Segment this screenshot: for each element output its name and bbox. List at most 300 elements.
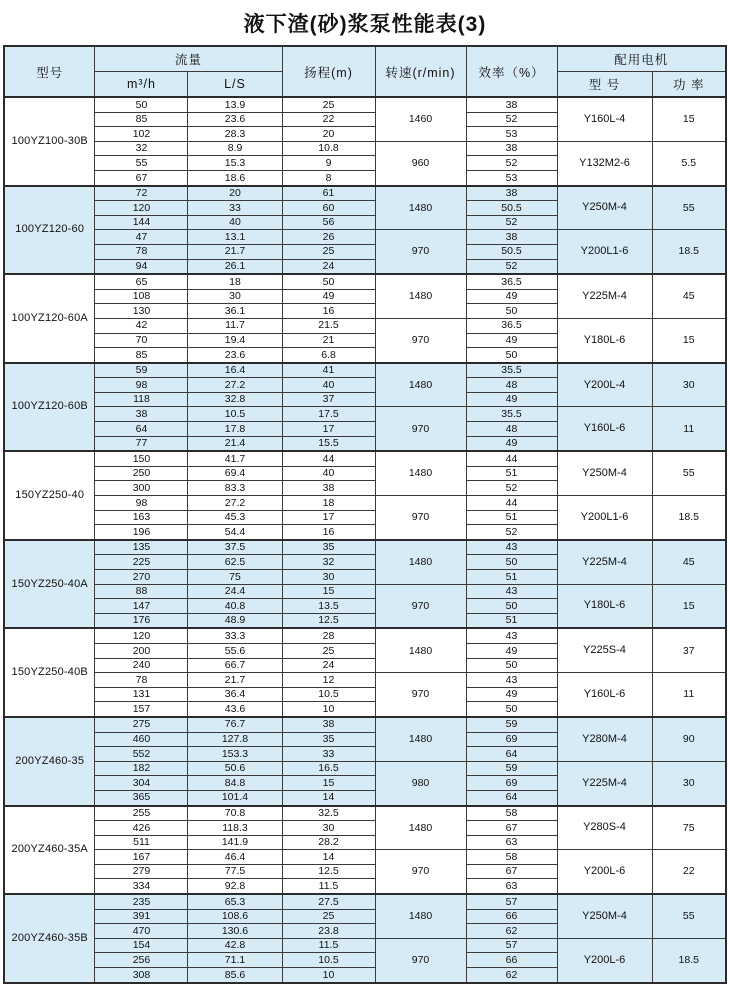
flow-m3h-cell: 279 [95,864,188,879]
table-row [4,274,726,289]
head-cell: 38 [282,481,375,496]
head-cell: 44 [282,451,375,466]
flow-m3h-cell: 426 [95,821,188,836]
head-cell: 16 [282,525,375,540]
flow-m3h-cell: 47 [95,230,188,245]
model-cell: 100YZ120-60A [4,274,95,363]
table-row [4,407,726,422]
speed-cell: 970 [375,938,466,982]
speed-cell: 980 [375,761,466,805]
motor-power-cell: 15 [652,318,726,362]
head-cell: 26 [282,230,375,245]
motor-model-cell: Y225S-4 [557,628,652,672]
motor-model-cell: Y280S-4 [557,806,652,850]
efficiency-cell: 36.5 [466,318,557,333]
head-cell: 12.5 [282,864,375,879]
flow-ls-cell: 20 [188,186,282,201]
motor-model-cell: Y200L1-6 [557,496,652,540]
speed-cell: 1460 [375,97,466,141]
efficiency-cell: 36.5 [466,274,557,289]
speed-cell: 970 [375,496,466,540]
efficiency-cell: 50 [466,702,557,717]
head-cell: 28 [282,628,375,643]
flow-m3h-cell: 334 [95,879,188,894]
flow-ls-cell: 15.3 [188,156,282,171]
flow-m3h-cell: 98 [95,378,188,393]
flow-m3h-cell: 304 [95,776,188,791]
flow-m3h-cell: 59 [95,363,188,378]
efficiency-cell: 53 [466,170,557,185]
header-model: 型号 [4,46,95,97]
flow-m3h-cell: 131 [95,687,188,702]
motor-power-cell: 30 [652,363,726,407]
motor-model-cell: Y160L-4 [557,97,652,141]
efficiency-cell: 49 [466,289,557,304]
efficiency-cell: 57 [466,894,557,909]
efficiency-cell: 49 [466,687,557,702]
motor-power-cell: 11 [652,673,726,717]
flow-m3h-cell: 154 [95,938,188,953]
flow-ls-cell: 33.3 [188,628,282,643]
head-cell: 12 [282,673,375,688]
table-row [4,496,726,511]
speed-cell: 970 [375,230,466,274]
table-row [4,850,726,865]
flow-m3h-cell: 118 [95,392,188,407]
flow-m3h-cell: 120 [95,201,188,216]
model-cell: 200YZ460-35B [4,894,95,983]
flow-m3h-cell: 196 [95,525,188,540]
head-cell: 61 [282,186,375,201]
flow-m3h-cell: 65 [95,274,188,289]
speed-cell: 970 [375,673,466,717]
efficiency-cell: 69 [466,776,557,791]
efficiency-cell: 38 [466,97,557,112]
flow-ls-cell: 65.3 [188,894,282,909]
flow-ls-cell: 36.1 [188,304,282,319]
table-row [4,806,726,821]
model-cell: 200YZ460-35A [4,806,95,895]
motor-power-cell: 45 [652,274,726,318]
flow-ls-cell: 101.4 [188,790,282,805]
efficiency-cell: 59 [466,717,557,732]
head-cell: 33 [282,747,375,762]
flow-m3h-cell: 94 [95,259,188,274]
speed-cell: 960 [375,141,466,185]
flow-m3h-cell: 167 [95,850,188,865]
efficiency-cell: 50 [466,348,557,363]
flow-m3h-cell: 182 [95,761,188,776]
efficiency-cell: 49 [466,643,557,658]
pump-performance-table [3,45,727,984]
head-cell: 56 [282,215,375,230]
head-cell: 50 [282,274,375,289]
efficiency-cell: 52 [466,525,557,540]
efficiency-cell: 43 [466,584,557,599]
flow-m3h-cell: 200 [95,643,188,658]
pump-table-body [4,97,726,983]
efficiency-cell: 62 [466,924,557,939]
header-row-1 [4,46,726,72]
flow-ls-cell: 85.6 [188,968,282,983]
head-cell: 25 [282,909,375,924]
motor-power-cell: 11 [652,407,726,451]
efficiency-cell: 62 [466,968,557,983]
head-cell: 11.5 [282,938,375,953]
head-cell: 12.5 [282,613,375,628]
head-cell: 8 [282,170,375,185]
head-cell: 35 [282,732,375,747]
flow-ls-cell: 27.2 [188,496,282,511]
flow-ls-cell: 55.6 [188,643,282,658]
efficiency-cell: 35.5 [466,363,557,378]
motor-model-cell: Y200L-4 [557,363,652,407]
efficiency-cell: 43 [466,628,557,643]
flow-m3h-cell: 77 [95,436,188,451]
head-cell: 9 [282,156,375,171]
speed-cell: 970 [375,850,466,894]
header-flow-m3h: m³/h [95,72,188,98]
efficiency-cell: 50.5 [466,201,557,216]
efficiency-cell: 63 [466,835,557,850]
flow-ls-cell: 36.4 [188,687,282,702]
efficiency-cell: 44 [466,496,557,511]
efficiency-cell: 49 [466,333,557,348]
speed-cell: 1480 [375,540,466,584]
table-row [4,584,726,599]
efficiency-cell: 67 [466,864,557,879]
flow-ls-cell: 28.3 [188,127,282,142]
model-cell: 150YZ250-40 [4,451,95,540]
motor-power-cell: 37 [652,628,726,672]
speed-cell: 1480 [375,186,466,230]
efficiency-cell: 51 [466,510,557,525]
efficiency-cell: 43 [466,540,557,555]
head-cell: 30 [282,821,375,836]
flow-m3h-cell: 163 [95,510,188,525]
efficiency-cell: 49 [466,436,557,451]
motor-power-cell: 75 [652,806,726,850]
flow-m3h-cell: 256 [95,953,188,968]
motor-power-cell: 15 [652,97,726,141]
flow-m3h-cell: 32 [95,141,188,156]
flow-m3h-cell: 391 [95,909,188,924]
head-cell: 15.5 [282,436,375,451]
efficiency-cell: 67 [466,821,557,836]
flow-ls-cell: 13.1 [188,230,282,245]
flow-m3h-cell: 255 [95,806,188,821]
flow-ls-cell: 50.6 [188,761,282,776]
header-efficiency: 效率（%） [466,46,557,97]
efficiency-cell: 44 [466,451,557,466]
header-speed: 转速(r/min) [375,46,466,97]
motor-power-cell: 45 [652,540,726,584]
flow-ls-cell: 41.7 [188,451,282,466]
flow-ls-cell: 40 [188,215,282,230]
motor-power-cell: 30 [652,761,726,805]
model-cell: 200YZ460-35 [4,717,95,806]
head-cell: 24 [282,259,375,274]
table-row [4,318,726,333]
head-cell: 28.2 [282,835,375,850]
flow-m3h-cell: 147 [95,599,188,614]
flow-ls-cell: 17.8 [188,422,282,437]
flow-m3h-cell: 120 [95,628,188,643]
model-cell: 100YZ120-60 [4,186,95,275]
efficiency-cell: 51 [466,466,557,481]
motor-model-cell: Y160L-6 [557,407,652,451]
flow-m3h-cell: 225 [95,555,188,570]
table-row [4,540,726,555]
flow-ls-cell: 46.4 [188,850,282,865]
flow-m3h-cell: 42 [95,318,188,333]
motor-power-cell: 5.5 [652,141,726,185]
head-cell: 17 [282,422,375,437]
head-cell: 17 [282,510,375,525]
flow-ls-cell: 75 [188,570,282,585]
motor-model-cell: Y280M-4 [557,717,652,761]
flow-m3h-cell: 85 [95,112,188,127]
head-cell: 21.5 [282,318,375,333]
flow-ls-cell: 21.7 [188,673,282,688]
motor-power-cell: 15 [652,584,726,628]
motor-power-cell: 22 [652,850,726,894]
head-cell: 41 [282,363,375,378]
head-cell: 38 [282,717,375,732]
efficiency-cell: 63 [466,879,557,894]
flow-ls-cell: 8.9 [188,141,282,156]
speed-cell: 1480 [375,806,466,850]
table-row [4,673,726,688]
motor-power-cell: 18.5 [652,496,726,540]
model-cell: 100YZ100-30B [4,97,95,186]
head-cell: 60 [282,201,375,216]
table-row [4,938,726,953]
efficiency-cell: 69 [466,732,557,747]
efficiency-cell: 48 [466,422,557,437]
head-cell: 49 [282,289,375,304]
flow-m3h-cell: 240 [95,658,188,673]
flow-m3h-cell: 38 [95,407,188,422]
motor-model-cell: Y200L-6 [557,938,652,982]
motor-model-cell: Y250M-4 [557,451,652,495]
flow-ls-cell: 16.4 [188,363,282,378]
flow-ls-cell: 30 [188,289,282,304]
head-cell: 30 [282,570,375,585]
efficiency-cell: 52 [466,156,557,171]
head-cell: 10.8 [282,141,375,156]
efficiency-cell: 58 [466,806,557,821]
motor-power-cell: 55 [652,451,726,495]
flow-m3h-cell: 102 [95,127,188,142]
head-cell: 10 [282,702,375,717]
head-cell: 20 [282,127,375,142]
flow-ls-cell: 70.8 [188,806,282,821]
motor-model-cell: Y200L1-6 [557,230,652,274]
flow-m3h-cell: 67 [95,170,188,185]
flow-ls-cell: 76.7 [188,717,282,732]
header-motor-power: 功 率 [652,72,726,98]
header-flow: 流量 [95,46,282,72]
head-cell: 10 [282,968,375,983]
head-cell: 10.5 [282,687,375,702]
head-cell: 23.8 [282,924,375,939]
flow-m3h-cell: 144 [95,215,188,230]
motor-model-cell: Y225M-4 [557,761,652,805]
flow-m3h-cell: 78 [95,244,188,259]
motor-model-cell: Y180L-6 [557,318,652,362]
motor-power-cell: 18.5 [652,230,726,274]
head-cell: 17.5 [282,407,375,422]
flow-m3h-cell: 135 [95,540,188,555]
flow-m3h-cell: 88 [95,584,188,599]
head-cell: 22 [282,112,375,127]
efficiency-cell: 50.5 [466,244,557,259]
efficiency-cell: 48 [466,378,557,393]
flow-ls-cell: 43.6 [188,702,282,717]
efficiency-cell: 50 [466,555,557,570]
flow-ls-cell: 23.6 [188,348,282,363]
head-cell: 40 [282,378,375,393]
flow-ls-cell: 10.5 [188,407,282,422]
efficiency-cell: 64 [466,790,557,805]
flow-ls-cell: 48.9 [188,613,282,628]
flow-m3h-cell: 511 [95,835,188,850]
speed-cell: 1480 [375,894,466,938]
flow-m3h-cell: 270 [95,570,188,585]
table-header [4,46,726,97]
efficiency-cell: 50 [466,658,557,673]
efficiency-cell: 43 [466,673,557,688]
flow-m3h-cell: 552 [95,747,188,762]
efficiency-cell: 52 [466,259,557,274]
flow-m3h-cell: 64 [95,422,188,437]
motor-power-cell: 18.5 [652,938,726,982]
flow-ls-cell: 13.9 [188,97,282,112]
head-cell: 25 [282,244,375,259]
speed-cell: 1480 [375,451,466,495]
flow-m3h-cell: 176 [95,613,188,628]
head-cell: 16.5 [282,761,375,776]
table-row [4,141,726,156]
header-motor: 配用电机 [557,46,726,72]
header-head: 扬程(m) [282,46,375,97]
speed-cell: 970 [375,407,466,451]
efficiency-cell: 50 [466,599,557,614]
table-row [4,186,726,201]
flow-m3h-cell: 308 [95,968,188,983]
flow-m3h-cell: 275 [95,717,188,732]
flow-ls-cell: 84.8 [188,776,282,791]
flow-m3h-cell: 365 [95,790,188,805]
motor-model-cell: Y160L-6 [557,673,652,717]
flow-ls-cell: 19.4 [188,333,282,348]
motor-model-cell: Y200L-6 [557,850,652,894]
flow-m3h-cell: 130 [95,304,188,319]
flow-ls-cell: 66.7 [188,658,282,673]
flow-ls-cell: 11.7 [188,318,282,333]
flow-ls-cell: 32.8 [188,392,282,407]
motor-model-cell: Y225M-4 [557,274,652,318]
efficiency-cell: 51 [466,570,557,585]
efficiency-cell: 53 [466,127,557,142]
efficiency-cell: 38 [466,230,557,245]
motor-power-cell: 55 [652,186,726,230]
flow-ls-cell: 33 [188,201,282,216]
head-cell: 13.5 [282,599,375,614]
flow-ls-cell: 23.6 [188,112,282,127]
speed-cell: 1480 [375,628,466,672]
table-row [4,628,726,643]
head-cell: 14 [282,850,375,865]
flow-m3h-cell: 235 [95,894,188,909]
flow-ls-cell: 92.8 [188,879,282,894]
head-cell: 35 [282,540,375,555]
flow-m3h-cell: 55 [95,156,188,171]
speed-cell: 1480 [375,717,466,761]
flow-ls-cell: 24.4 [188,584,282,599]
speed-cell: 1480 [375,363,466,407]
flow-ls-cell: 45.3 [188,510,282,525]
flow-ls-cell: 42.8 [188,938,282,953]
flow-ls-cell: 18 [188,274,282,289]
flow-ls-cell: 26.1 [188,259,282,274]
flow-ls-cell: 127.8 [188,732,282,747]
speed-cell: 1480 [375,274,466,318]
efficiency-cell: 58 [466,850,557,865]
head-cell: 16 [282,304,375,319]
flow-m3h-cell: 470 [95,924,188,939]
efficiency-cell: 50 [466,304,557,319]
head-cell: 32.5 [282,806,375,821]
head-cell: 6.8 [282,348,375,363]
flow-ls-cell: 71.1 [188,953,282,968]
motor-power-cell: 90 [652,717,726,761]
efficiency-cell: 38 [466,186,557,201]
head-cell: 37 [282,392,375,407]
flow-ls-cell: 40.8 [188,599,282,614]
flow-ls-cell: 18.6 [188,170,282,185]
flow-ls-cell: 54.4 [188,525,282,540]
flow-ls-cell: 62.5 [188,555,282,570]
flow-ls-cell: 141.9 [188,835,282,850]
flow-m3h-cell: 78 [95,673,188,688]
flow-m3h-cell: 150 [95,451,188,466]
flow-m3h-cell: 72 [95,186,188,201]
efficiency-cell: 52 [466,112,557,127]
motor-model-cell: Y225M-4 [557,540,652,584]
table-row [4,97,726,112]
head-cell: 21 [282,333,375,348]
flow-m3h-cell: 157 [95,702,188,717]
efficiency-cell: 66 [466,953,557,968]
table-row [4,363,726,378]
flow-m3h-cell: 50 [95,97,188,112]
page-title: 液下渣(砂)浆泵性能表(3) [243,13,487,36]
flow-ls-cell: 21.4 [188,436,282,451]
head-cell: 15 [282,776,375,791]
efficiency-cell: 57 [466,938,557,953]
head-cell: 32 [282,555,375,570]
model-cell: 150YZ250-40A [4,540,95,629]
efficiency-cell: 59 [466,761,557,776]
efficiency-cell: 66 [466,909,557,924]
flow-m3h-cell: 85 [95,348,188,363]
flow-m3h-cell: 300 [95,481,188,496]
flow-ls-cell: 118.3 [188,821,282,836]
table-row [4,230,726,245]
flow-m3h-cell: 250 [95,466,188,481]
